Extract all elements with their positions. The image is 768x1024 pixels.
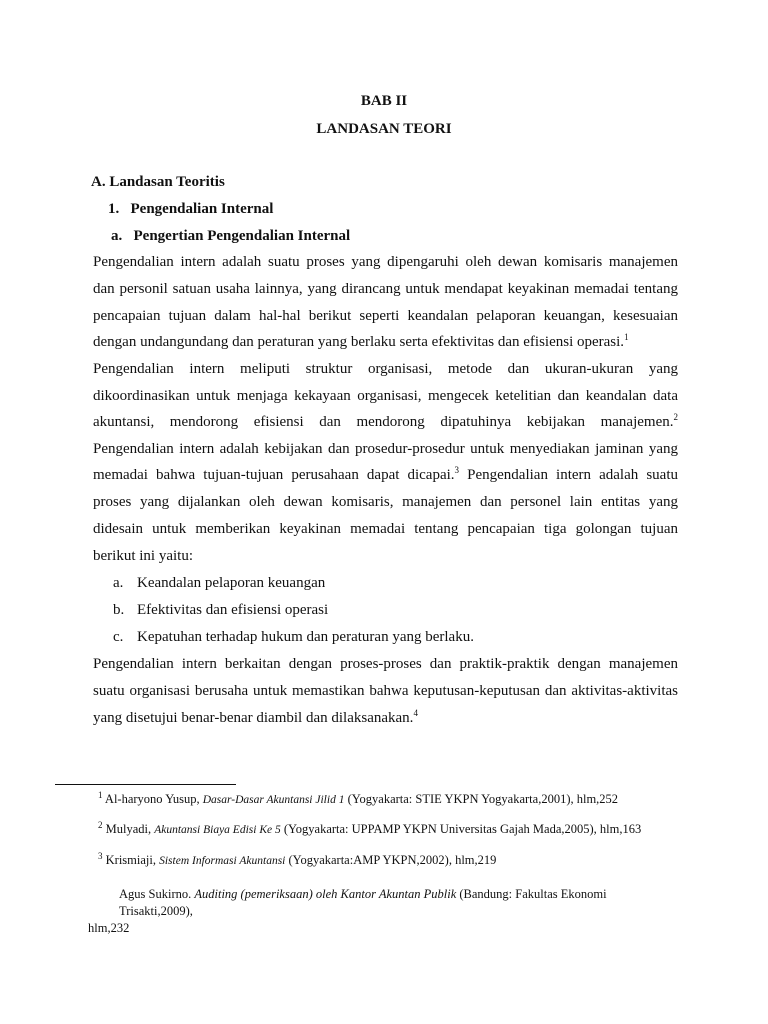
paragraph-1-text: dengan undangundang dan peraturan yang berlaku serta efektivitas dan efisiensi operasi. (93, 334, 625, 350)
footnote-number: 1 (98, 789, 103, 800)
paragraph-2-line (93, 414, 678, 431)
footnote-1 (98, 789, 619, 807)
footnote-publication: (Yogyakarta:AMP YKPN,2002), hlm,219 (285, 853, 497, 867)
footnote-author: Mulyadi, (102, 822, 155, 836)
footnote-ref-4: 4 (413, 708, 418, 718)
list-marker: c. (113, 629, 124, 645)
list-item (113, 602, 328, 619)
footnote-separator (55, 784, 236, 785)
paragraph-4-line: Pengendalian intern berkaitan dengan proses-proses dan praktik-praktik dengan manajemen (93, 656, 678, 672)
paragraph-2-text: akuntansi, mendorong efisiensi dan mendorong dipatuhinya kebijakan manajemen. (93, 414, 674, 430)
paragraph-3-text: Pengendalian intern adalah suatu (459, 467, 678, 483)
footnote-publication: (Bandung: Fakultas Ekonomi Trisakti,2009), (119, 887, 607, 918)
footnote-ref-1: 1 (624, 332, 629, 342)
paragraph-1-line: pencapaian tujuan dalam hal-hal berikut seperti keandalan pelaporan keuangan, kesesuaian (93, 308, 678, 324)
footnote-author: Al-haryono Yusup, (102, 792, 203, 806)
list-text: Keandalan pelaporan keuangan (137, 575, 326, 591)
footnote-ref-2: 2 (673, 412, 678, 422)
footnote-3 (98, 850, 497, 868)
footnote-publication: (Yogyakarta: UPPAMP YKPN Universitas Gajah Mada,2005), hlm,163 (280, 822, 642, 836)
footnote-2 (98, 819, 642, 837)
paragraph-4-text: yang disetujui benar-benar diambil dan dilaksanakan. (93, 710, 414, 726)
footnote-title: Dasar-Dasar Akuntansi Jilid 1 (202, 794, 345, 806)
section-heading: A. Landasan Teoritis (91, 174, 225, 190)
subsubsection-heading: a. Pengertian Pengendalian Internal (111, 228, 351, 244)
footnote-number: 2 (98, 819, 103, 830)
paragraph-3-line: proses yang dijalankan oleh dewan komisaris, manajemen dan personel lain entitas yang (93, 494, 678, 510)
subsection-heading: 1. Pengendalian Internal (108, 201, 274, 217)
paragraph-2-line: dikoordinasikan untuk menjaga kekayaan organisasi, mengecek ketelitian dan keandalan data (93, 388, 678, 404)
footnote-publication: (Yogyakarta: STIE YKPN Yogyakarta,2001), hlm,252 (344, 792, 619, 806)
list-marker: a. (113, 575, 124, 591)
footnote-author: Krismiaji, (102, 853, 160, 867)
paragraph-3-line (93, 467, 678, 484)
paragraph-1-line: dan personil satuan usaha lainnya, yang dirancang untuk mendapat keyakinan memadai tentang (93, 281, 678, 297)
paragraph-1-line: Pengendalian intern adalah suatu proses yang dipengaruhi oleh dewan komisaris manajemen (93, 254, 678, 270)
list-item (113, 575, 325, 592)
paragraph-3-line: berikut ini yaitu: (93, 548, 193, 564)
list-marker: b. (113, 602, 125, 618)
chapter-title: LANDASAN TEORI (316, 121, 452, 137)
paragraph-2-line: Pengendalian intern meliputi struktur organisasi, metode dan ukuran-ukuran yang (93, 361, 678, 377)
footnote-title: Sistem Informasi Akuntansi (159, 855, 286, 867)
paragraph-3-line: Pengendalian intern adalah kebijakan dan prosedur-prosedur untuk menyediakan jaminan yang (93, 441, 678, 457)
paragraph-1-line (93, 334, 678, 351)
list-text: Kepatuhan terhadap hukum dan peraturan yang berlaku. (137, 629, 474, 645)
paragraph-4-line (93, 710, 678, 727)
footnote-4 (88, 886, 680, 937)
paragraph-4-line: suatu organisasi berusaha untuk memastikan bahwa keputusan-keputusan dan aktivitas-aktivitas (93, 683, 678, 699)
footnote-title: Akuntansi Biaya Edisi Ke 5 (154, 824, 281, 836)
paragraph-3-line: didesain untuk memberikan keyakinan memadai tentang pencapaian tiga golongan tujuan (93, 521, 678, 537)
footnote-4-continuation: hlm,232 (88, 921, 130, 935)
footnote-ref-3: 3 (454, 465, 460, 475)
footnote-number: 3 (98, 850, 103, 861)
paragraph-3-text: memadai bahwa tujuan-tujuan perusahaan dapat dicapai. (93, 467, 455, 483)
footnote-4-line (88, 886, 680, 920)
footnote-author: Agus Sukirno. (119, 887, 195, 901)
list-item (113, 629, 474, 646)
chapter-number: BAB II (360, 93, 408, 109)
footnote-title: Auditing (pemeriksaan) oleh Kantor Akuntan Publik (194, 887, 457, 901)
list-text: Efektivitas dan efisiensi operasi (137, 602, 329, 618)
